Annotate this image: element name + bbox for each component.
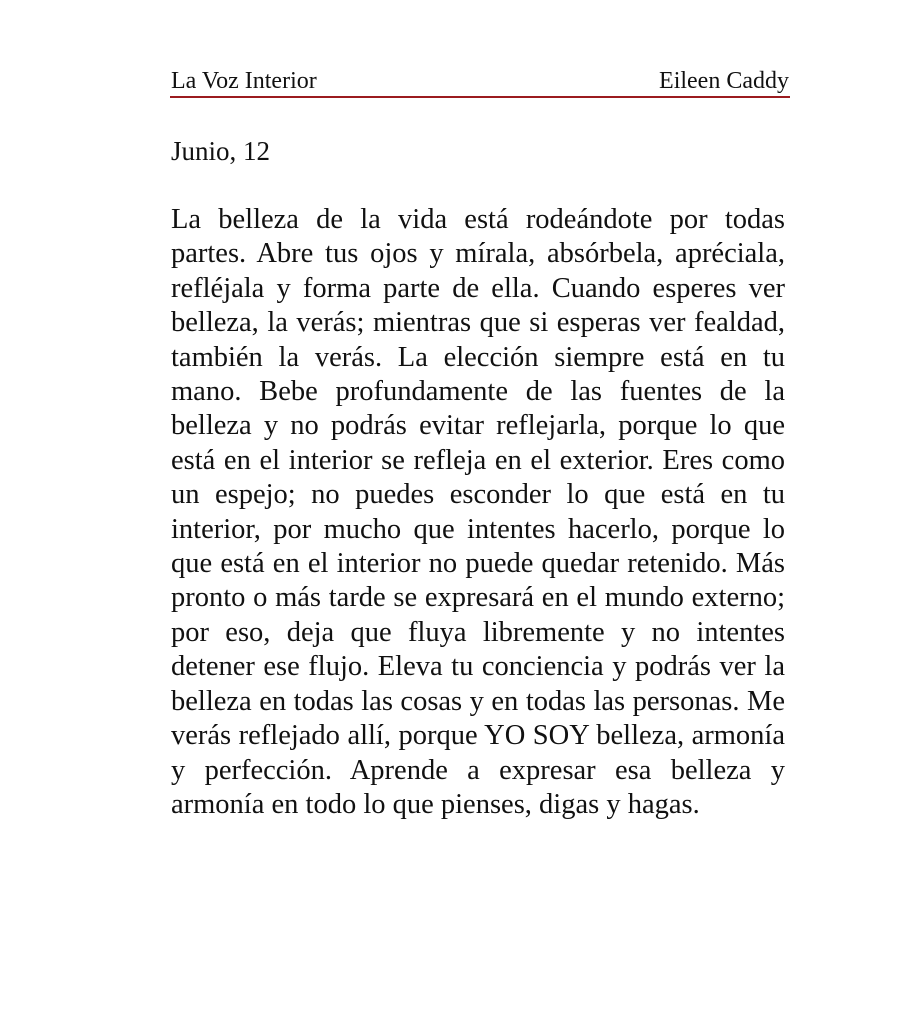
book-title: La Voz Interior [171, 68, 317, 94]
author-name: Eileen Caddy [659, 68, 789, 94]
entry-date: Junio, 12 [171, 136, 271, 166]
entry-body-text: La belleza de la vida está rodeándote por todas partes. Abre tus ojos y mírala, absórbela, apréciala, refléjala y forma parte de ella. Cuando esperes ver belleza, la verás; mientras que si esperas ver fealdad, también la verás. La elección siempre está en tu mano. Bebe profundamente de las fuentes de la belleza y no podrás evitar reflejarla, porque lo que está en el interior se refleja en el exterior. Eres como un espejo; no puedes esconder lo que está en tu interior, por mucho que intentes hacerlo, porque lo que está en el interior no puede quedar retenido. Más pronto o más tarde se expresará en el mundo externo; por eso, deja que fluya libremente y no intentes detener ese flujo. Eleva tu conciencia y podrás ver la belleza en todas las cosas y en todas las personas. Me verás reflejado allí, porque YO SOY belleza, armonía y perfección. Aprende a expresar esa belleza y armonía en todo lo que pienses, digas y hagas. [171, 204, 785, 820]
header-divider [170, 96, 790, 98]
running-header [171, 66, 789, 96]
